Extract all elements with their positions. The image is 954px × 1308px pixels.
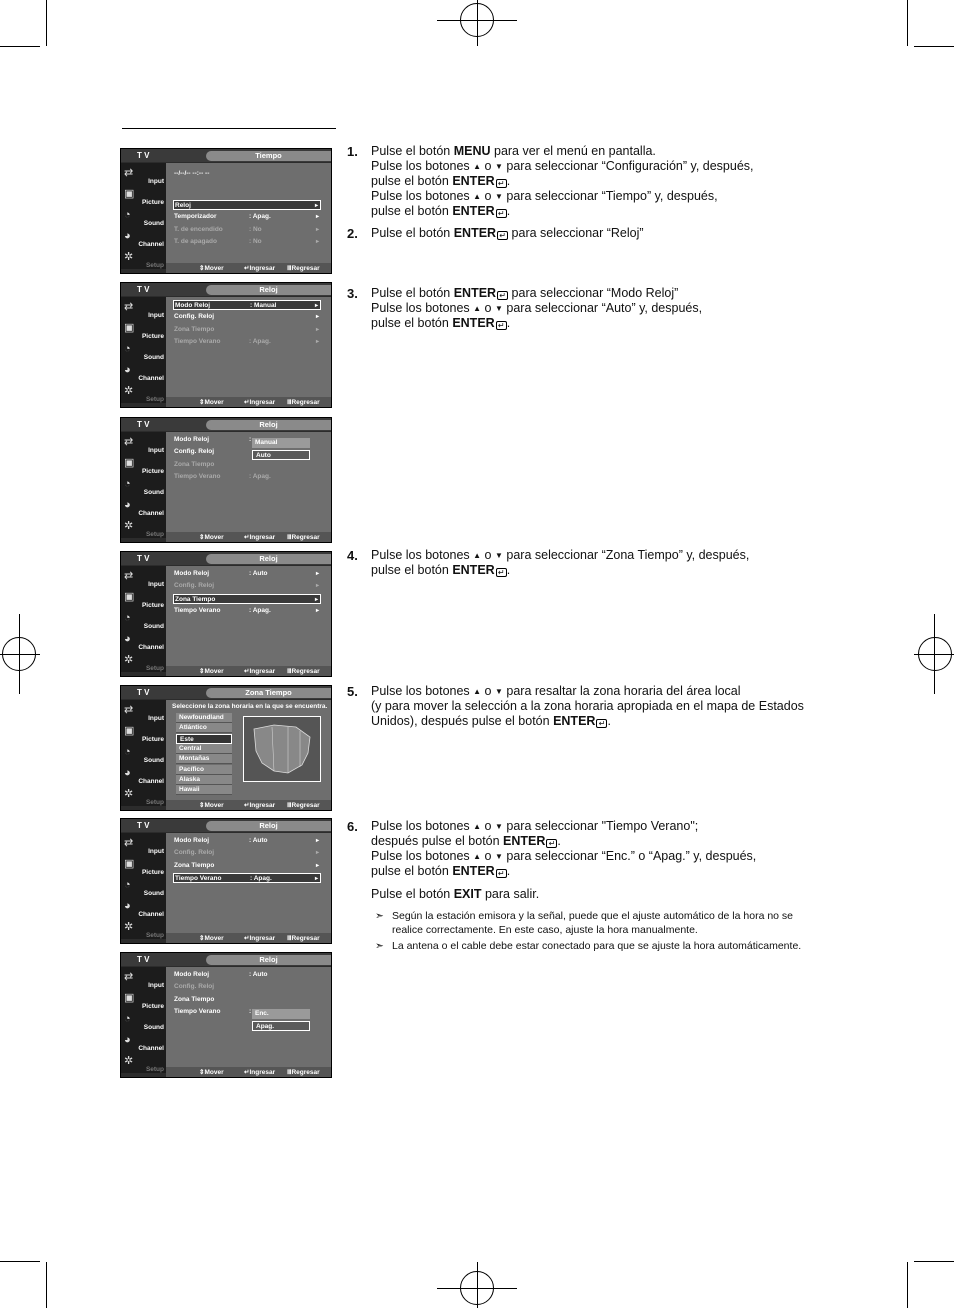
menu-option[interactable]: Tiempo Verano : [174,1007,252,1015]
menu-option[interactable]: Tiempo Verano : Apag. ▸ [174,337,319,345]
footer-move: ⇕Mover [199,399,224,406]
arrow-right-icon: ▸ [314,203,318,209]
channel-icon: ◕ [124,1034,131,1046]
timezone-option[interactable]: Este [176,734,232,744]
tv-menu-screen [120,417,332,543]
footer-return: ⅢRegresar [287,802,320,809]
input-icon: ⇄ [124,837,134,849]
footer-return: ⅢRegresar [287,668,320,675]
footer-move: ⇕Mover [199,935,224,942]
sidebar-item-sound[interactable] [123,878,165,898]
sound-icon: ◔ [124,209,131,221]
menu-header [121,819,331,832]
menu-sidebar [121,566,166,672]
arrow-right-icon: ▸ [315,583,319,590]
picture-icon: ▣ [124,188,135,200]
input-icon: ⇄ [124,704,134,716]
menu-header [121,149,331,162]
menu-panel [166,700,331,800]
picture-icon: ▣ [124,858,135,870]
enter-icon: ↵ [497,291,508,300]
arrow-right-icon: ▸ [314,596,318,603]
footer-move: ⇕Mover [199,265,224,272]
sidebar-item-input[interactable] [123,970,165,990]
arrow-right-icon: ▸ [314,303,318,309]
menu-panel [166,967,331,1067]
picture-icon: ▣ [124,457,135,469]
arrow-right-icon: ▸ [315,850,319,857]
picture-icon: ▣ [124,725,135,737]
channel-icon: ◕ [124,900,131,912]
popup-option[interactable]: Apag. [252,1021,310,1031]
arrow-right-icon: ▸ [315,838,319,844]
sidebar-item-channel[interactable] [123,363,165,383]
sidebar-item-channel[interactable] [123,498,165,518]
menu-header [121,552,331,565]
sidebar-item-sound[interactable] [123,477,165,497]
sound-icon: ◔ [124,879,131,891]
footer-return: ⅢRegresar [287,1069,320,1076]
menu-option[interactable]: Config. Reloj ▸ [174,313,319,321]
menu-footer [166,397,331,407]
sidebar-item-setup[interactable] [123,787,165,807]
sidebar-item-channel[interactable] [123,899,165,919]
menu-panel [166,833,331,933]
menu-option[interactable]: Tiempo Verano : Apag. ▸ [173,873,321,883]
setup-icon: ✲ [124,921,134,933]
sidebar-item-setup[interactable] [123,653,165,673]
tv-menu-screen [120,952,332,1078]
tv-menu-screen [120,148,332,274]
channel-icon: ◕ [124,499,131,511]
arrow-right-icon: ▸ [315,862,319,869]
tv-menu-screen [120,818,332,944]
menu-option[interactable]: Tiempo Verano : Apag. [174,472,271,480]
enter-icon: ↵ [496,869,507,878]
menu-title: Zona Tiempo [206,688,331,698]
crop-mark [46,1262,47,1308]
menu-title: Reloj [206,285,331,295]
note-marker-icon: ➣ [375,940,384,952]
sidebar-label: Input [148,848,164,855]
input-icon: ⇄ [124,436,134,448]
menu-option[interactable]: Zona Tiempo ▸ [174,325,319,333]
menu-option[interactable]: T. de apagado : No ▸ [174,237,319,245]
step-number: 3. [347,286,358,301]
sidebar-item-setup[interactable] [123,250,165,270]
enter-icon: ↵ [496,209,507,218]
crop-mark [914,1261,954,1262]
note-marker-icon: ➣ [375,910,384,922]
sound-icon: ◔ [124,1013,131,1025]
menu-footer [166,933,331,943]
tv-menu-screen [120,685,332,811]
timezone-prompt: Seleccione la zona horaria en la que se encuentra. [172,703,328,710]
menu-header [121,686,331,699]
setup-icon: ✲ [124,520,134,532]
sidebar-item-setup[interactable] [123,384,165,404]
sidebar-label: Input [148,581,164,588]
sidebar-item-sound[interactable] [123,611,165,631]
menu-option[interactable]: Config. Reloj [174,983,215,991]
sidebar-label: Sound [143,623,164,630]
sidebar-item-sound[interactable] [123,745,165,765]
menu-sidebar [121,297,166,403]
crop-mark [914,46,954,47]
footer-return: ⅢRegresar [287,935,320,942]
sidebar-label: Sound [143,757,164,764]
timezone-map-image [243,716,321,782]
footer-return: ⅢRegresar [287,399,320,406]
menu-footer [166,1067,331,1077]
sidebar-item-picture[interactable] [123,590,165,610]
sidebar-label: Picture [141,333,164,340]
menu-option[interactable]: T. de encendido : No ▸ [174,225,319,233]
crop-mark [907,1262,908,1308]
tv-label: T V [137,821,150,830]
sidebar-item-picture[interactable] [123,724,165,744]
menu-sidebar [121,833,166,939]
input-icon: ⇄ [124,301,134,313]
sidebar-label: Channel [138,1045,164,1052]
sidebar-label: Picture [141,602,164,609]
sidebar-label: Input [148,982,164,989]
arrow-right-icon: ▸ [314,875,318,882]
footer-enter: ↵Ingresar [244,935,276,942]
timezone-option[interactable]: Atlántico [176,723,232,733]
sidebar-item-input[interactable] [123,435,165,455]
crop-mark [907,0,908,46]
footer-enter: ↵Ingresar [244,1069,276,1076]
sidebar-label: Channel [138,375,164,382]
sidebar-label: Sound [143,489,164,496]
menu-header [121,283,331,296]
arrow-right-icon: ▸ [315,214,319,221]
sound-icon: ◔ [124,343,131,355]
menu-title: Reloj [206,821,331,831]
tv-label: T V [137,554,150,563]
sound-icon: ◔ [124,612,131,624]
popup-option[interactable]: Manual [252,438,310,448]
menu-option[interactable]: Modo Reloj : Auto [174,971,268,978]
picture-icon: ▣ [124,591,135,603]
menu-panel [166,163,331,263]
footer-move: ⇕Mover [199,534,224,541]
sound-icon: ◔ [124,478,131,490]
timezone-option[interactable]: Montañas [176,754,232,764]
step-number: 1. [347,144,358,159]
sidebar-item-input[interactable] [123,703,165,723]
sidebar-label: Input [148,447,164,454]
menu-sidebar [121,163,166,269]
clock-time: --/--/-- --:-- -- [174,170,210,177]
menu-option[interactable]: Reloj ▸ [173,200,321,210]
registration-line [477,1262,478,1308]
sidebar-label: Setup [145,799,164,806]
enter-icon: ↵ [496,179,507,188]
sidebar-label: Picture [141,1003,164,1010]
enter-icon: ↵ [596,719,607,728]
setup-icon: ✲ [124,385,134,397]
sidebar-item-picture[interactable] [123,321,165,341]
menu-panel [166,432,331,532]
sidebar-label: Input [148,178,164,185]
sidebar-item-input[interactable] [123,166,165,186]
menu-option[interactable]: Config. Reloj ▸ [174,582,319,590]
enter-icon: ↵ [496,568,507,577]
menu-option[interactable]: Temporizador : Apag. ▸ [174,213,319,221]
picture-icon: ▣ [124,322,135,334]
sidebar-item-channel[interactable] [123,1033,165,1053]
registration-line [934,614,935,694]
menu-option[interactable]: Zona Tiempo ▸ [174,861,319,869]
sidebar-item-setup[interactable] [123,920,165,940]
sidebar-label: Picture [141,199,164,206]
menu-title: Reloj [206,420,331,430]
arrow-right-icon: ▸ [315,338,319,345]
tv-label: T V [137,688,150,697]
sidebar-item-picture[interactable] [123,991,165,1011]
menu-title: Reloj [206,554,331,564]
sound-icon: ◔ [124,746,131,758]
footer-return: ⅢRegresar [287,265,320,272]
menu-option[interactable]: Modo Reloj : Auto ▸ [174,570,319,577]
footer-enter: ↵Ingresar [244,265,276,272]
footer-move: ⇕Mover [199,802,224,809]
setup-icon: ✲ [124,788,134,800]
menu-option[interactable]: Modo Reloj : Manual ▸ [173,300,321,310]
menu-sidebar [121,967,166,1073]
input-icon: ⇄ [124,167,134,179]
menu-option[interactable]: Tiempo Verano : Apag. ▸ [174,606,319,614]
sidebar-label: Channel [138,778,164,785]
menu-footer [166,263,331,273]
sidebar-item-setup[interactable] [123,1054,165,1074]
footer-move: ⇕Mover [199,668,224,675]
timezone-option[interactable]: Alaska [176,775,232,785]
sidebar-item-input[interactable] [123,836,165,856]
footer-enter: ↵Ingresar [244,668,276,675]
sidebar-item-sound[interactable] [123,1012,165,1032]
arrow-right-icon: ▸ [315,607,319,614]
step-number: 2. [347,226,358,241]
sidebar-item-input[interactable] [123,300,165,320]
menu-option[interactable]: Config. Reloj [174,448,215,456]
step-number: 4. [347,548,358,563]
step-number: 5. [347,684,358,699]
sidebar-label: Sound [143,354,164,361]
enter-icon: ↵ [546,839,557,848]
menu-panel [166,566,331,666]
timezone-option[interactable]: Newfoundland [176,713,232,723]
menu-header [121,418,331,431]
sidebar-label: Setup [145,396,164,403]
tv-menu-screen [120,282,332,408]
sidebar-label: Setup [145,262,164,269]
arrow-right-icon: ▸ [315,326,319,333]
section-rule [122,128,336,129]
menu-option[interactable]: Modo Reloj : [174,436,252,443]
timezone-option[interactable]: Central [176,744,232,754]
footer-return: ⅢRegresar [287,534,320,541]
registration-line [477,0,478,46]
registration-line [19,614,20,694]
timezone-option[interactable]: Hawaii [176,785,232,795]
arrow-right-icon: ▸ [315,226,319,233]
menu-footer [166,666,331,676]
crop-mark [0,46,40,47]
tv-menu-screen [120,551,332,677]
menu-option[interactable]: Modo Reloj : Auto ▸ [174,837,319,844]
arrow-right-icon: ▸ [315,571,319,577]
sidebar-label: Picture [141,869,164,876]
popup-option[interactable]: Auto [252,450,310,460]
crop-mark [0,1261,40,1262]
sidebar-item-picture[interactable] [123,857,165,877]
tv-label: T V [137,420,150,429]
input-icon: ⇄ [124,971,134,983]
sidebar-label: Picture [141,468,164,475]
sidebar-label: Channel [138,241,164,248]
sidebar-item-channel[interactable] [123,766,165,786]
tv-label: T V [137,151,150,160]
menu-footer [166,532,331,542]
sidebar-item-sound[interactable] [123,208,165,228]
sidebar-item-picture[interactable] [123,187,165,207]
sidebar-item-setup[interactable] [123,519,165,539]
menu-title: Reloj [206,955,331,965]
sidebar-item-channel[interactable] [123,632,165,652]
channel-icon: ◕ [124,364,131,376]
arrow-right-icon: ▸ [315,238,319,245]
sidebar-label: Picture [141,736,164,743]
sidebar-label: Setup [145,665,164,672]
setup-icon: ✲ [124,654,134,666]
popup-option[interactable]: Enc. [252,1009,310,1019]
channel-icon: ◕ [124,767,131,779]
menu-option[interactable]: Config. Reloj ▸ [174,849,319,857]
arrow-right-icon: ▸ [315,314,319,321]
picture-icon: ▣ [124,992,135,1004]
sidebar-item-sound[interactable] [123,342,165,362]
setup-icon: ✲ [124,251,134,263]
footer-enter: ↵Ingresar [244,534,276,541]
setup-icon: ✲ [124,1055,134,1067]
menu-title: Tiempo [206,151,331,161]
footer-move: ⇕Mover [199,1069,224,1076]
menu-panel [166,297,331,397]
tv-label: T V [137,955,150,964]
sidebar-item-channel[interactable] [123,229,165,249]
sidebar-label: Sound [143,220,164,227]
tv-label: T V [137,285,150,294]
input-icon: ⇄ [124,570,134,582]
sidebar-label: Sound [143,1024,164,1031]
channel-icon: ◕ [124,633,131,645]
menu-sidebar [121,432,166,538]
footer-enter: ↵Ingresar [244,802,276,809]
sidebar-label: Channel [138,644,164,651]
enter-icon: ↵ [496,321,507,330]
sidebar-label: Setup [145,932,164,939]
menu-option[interactable]: Zona Tiempo ▸ [173,594,321,604]
sidebar-label: Setup [145,1066,164,1073]
crop-mark [46,0,47,46]
sidebar-label: Sound [143,890,164,897]
menu-footer [166,800,331,810]
sidebar-label: Channel [138,510,164,517]
sidebar-label: Channel [138,911,164,918]
menu-header [121,953,331,966]
enter-icon: ↵ [497,231,508,240]
menu-option[interactable]: Zona Tiempo [174,995,215,1003]
registration-line [0,654,40,655]
timezone-option[interactable]: Pacífico [176,765,232,775]
menu-sidebar [121,700,166,806]
footer-enter: ↵Ingresar [244,399,276,406]
channel-icon: ◕ [124,230,131,242]
sidebar-label: Setup [145,531,164,538]
sidebar-label: Input [148,312,164,319]
sidebar-label: Input [148,715,164,722]
menu-option[interactable]: Zona Tiempo [174,460,215,468]
sidebar-item-input[interactable] [123,569,165,589]
step-number: 6. [347,819,358,834]
sidebar-item-picture[interactable] [123,456,165,476]
